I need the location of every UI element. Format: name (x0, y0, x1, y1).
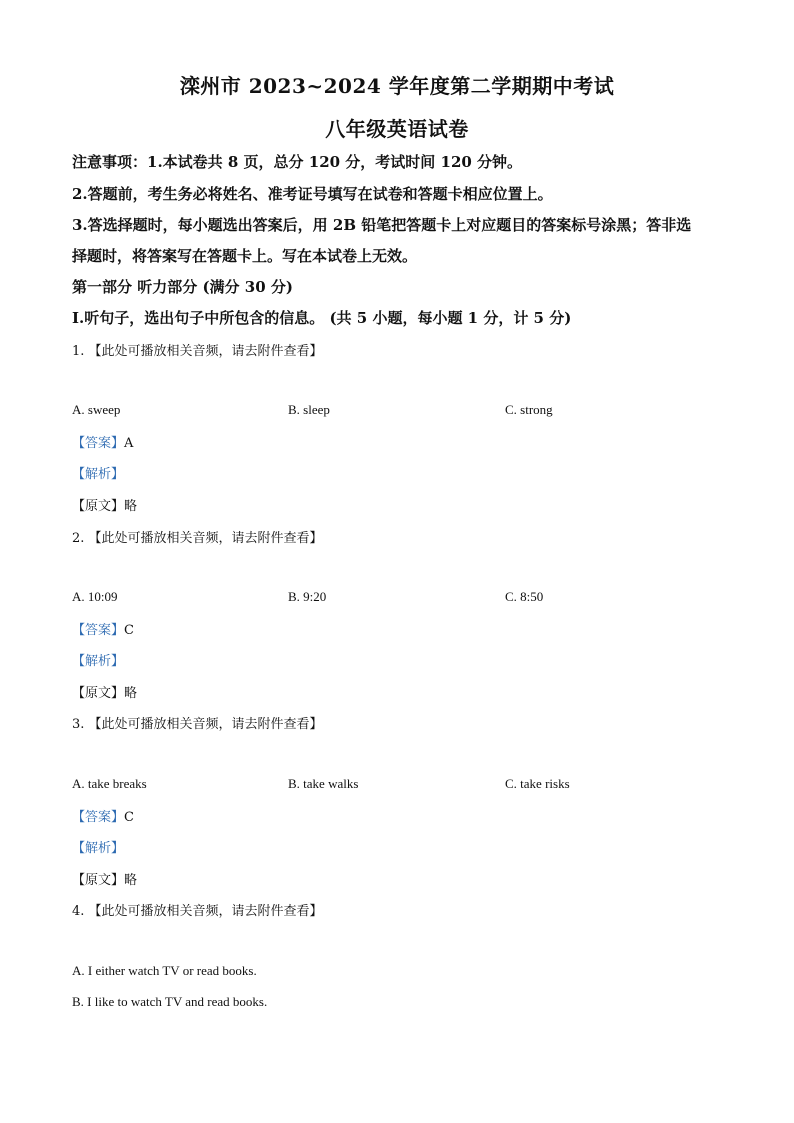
question-2-option-c: C. 8:50 (505, 589, 544, 604)
question-1-option-b: B. sleep (288, 402, 330, 417)
question-4-option-a: A. I either watch TV or read books. (72, 963, 257, 978)
exam-subtitle: 八年级英语试卷 (325, 117, 469, 141)
question-3-prompt: 3. 【此处可播放相关音频，请去附件查看】 (72, 717, 323, 732)
question-3-answer (72, 806, 134, 825)
original-value: 略 (124, 499, 138, 514)
note-3b: 择题时，将答案写在答题卡上。写在本试卷上无效。 (72, 247, 418, 265)
question-2-option-a: A. 10:09 (72, 589, 118, 604)
question-3-option-c: C. take risks (505, 776, 570, 791)
question-3-analysis (72, 837, 124, 856)
note-2: 2.答题前，考生务必将姓名、准考证号填写在试卷和答题卡相应位置上。 (72, 185, 553, 203)
question-1-analysis (72, 463, 124, 482)
question-4-prompt: 4. 【此处可播放相关音频，请去附件查看】 (72, 904, 323, 919)
exam-title: 滦州市 2023~2024 学年度第二学期期中考试 (179, 74, 615, 98)
question-3-option-b: B. take walks (288, 776, 359, 791)
question-1-original (72, 495, 137, 514)
question-2-prompt: 2. 【此处可播放相关音频，请去附件查看】 (72, 531, 323, 546)
question-1-option-c: C. strong (505, 402, 553, 417)
analysis-label: 【解析】 (72, 654, 125, 669)
answer-label: 【答案】 (72, 623, 125, 638)
question-2-option-b: B. 9:20 (288, 589, 327, 604)
answer-value: C (124, 623, 134, 638)
analysis-label: 【解析】 (72, 467, 125, 482)
question-2-analysis (72, 650, 124, 669)
section-heading: Ⅰ.听句子，选出句子中所包含的信息。 (共 5 小题，每小题 1 分，计 5 分) (72, 309, 572, 327)
question-2-original (72, 682, 137, 701)
original-label: 【原文】 (72, 499, 125, 514)
original-label: 【原文】 (72, 873, 125, 888)
original-value: 略 (124, 873, 138, 888)
answer-value: A (124, 436, 134, 451)
question-1-answer (72, 432, 133, 451)
part-heading: 第一部分 听力部分 (满分 30 分) (72, 278, 293, 296)
original-label: 【原文】 (72, 686, 125, 701)
answer-label: 【答案】 (72, 436, 125, 451)
answer-value: C (124, 810, 134, 825)
question-1-option-a: A. sweep (72, 402, 121, 417)
question-2-answer (72, 619, 134, 638)
original-value: 略 (124, 686, 138, 701)
question-1-prompt: 1. 【此处可播放相关音频，请去附件查看】 (72, 344, 323, 359)
note-3a: 3.答选择题时，每小题选出答案后，用 2B 铅笔把答题卡上对应题目的答案标号涂黑；答非选 (72, 216, 692, 234)
note-1: 注意事项：1.本试卷共 8 页，总分 120 分，考试时间 120 分钟。 (72, 153, 523, 171)
question-3-original (72, 869, 137, 888)
answer-label: 【答案】 (72, 810, 125, 825)
question-4-option-b: B. I like to watch TV and read books. (72, 994, 268, 1009)
analysis-label: 【解析】 (72, 841, 125, 856)
question-3-option-a: A. take breaks (72, 776, 147, 791)
